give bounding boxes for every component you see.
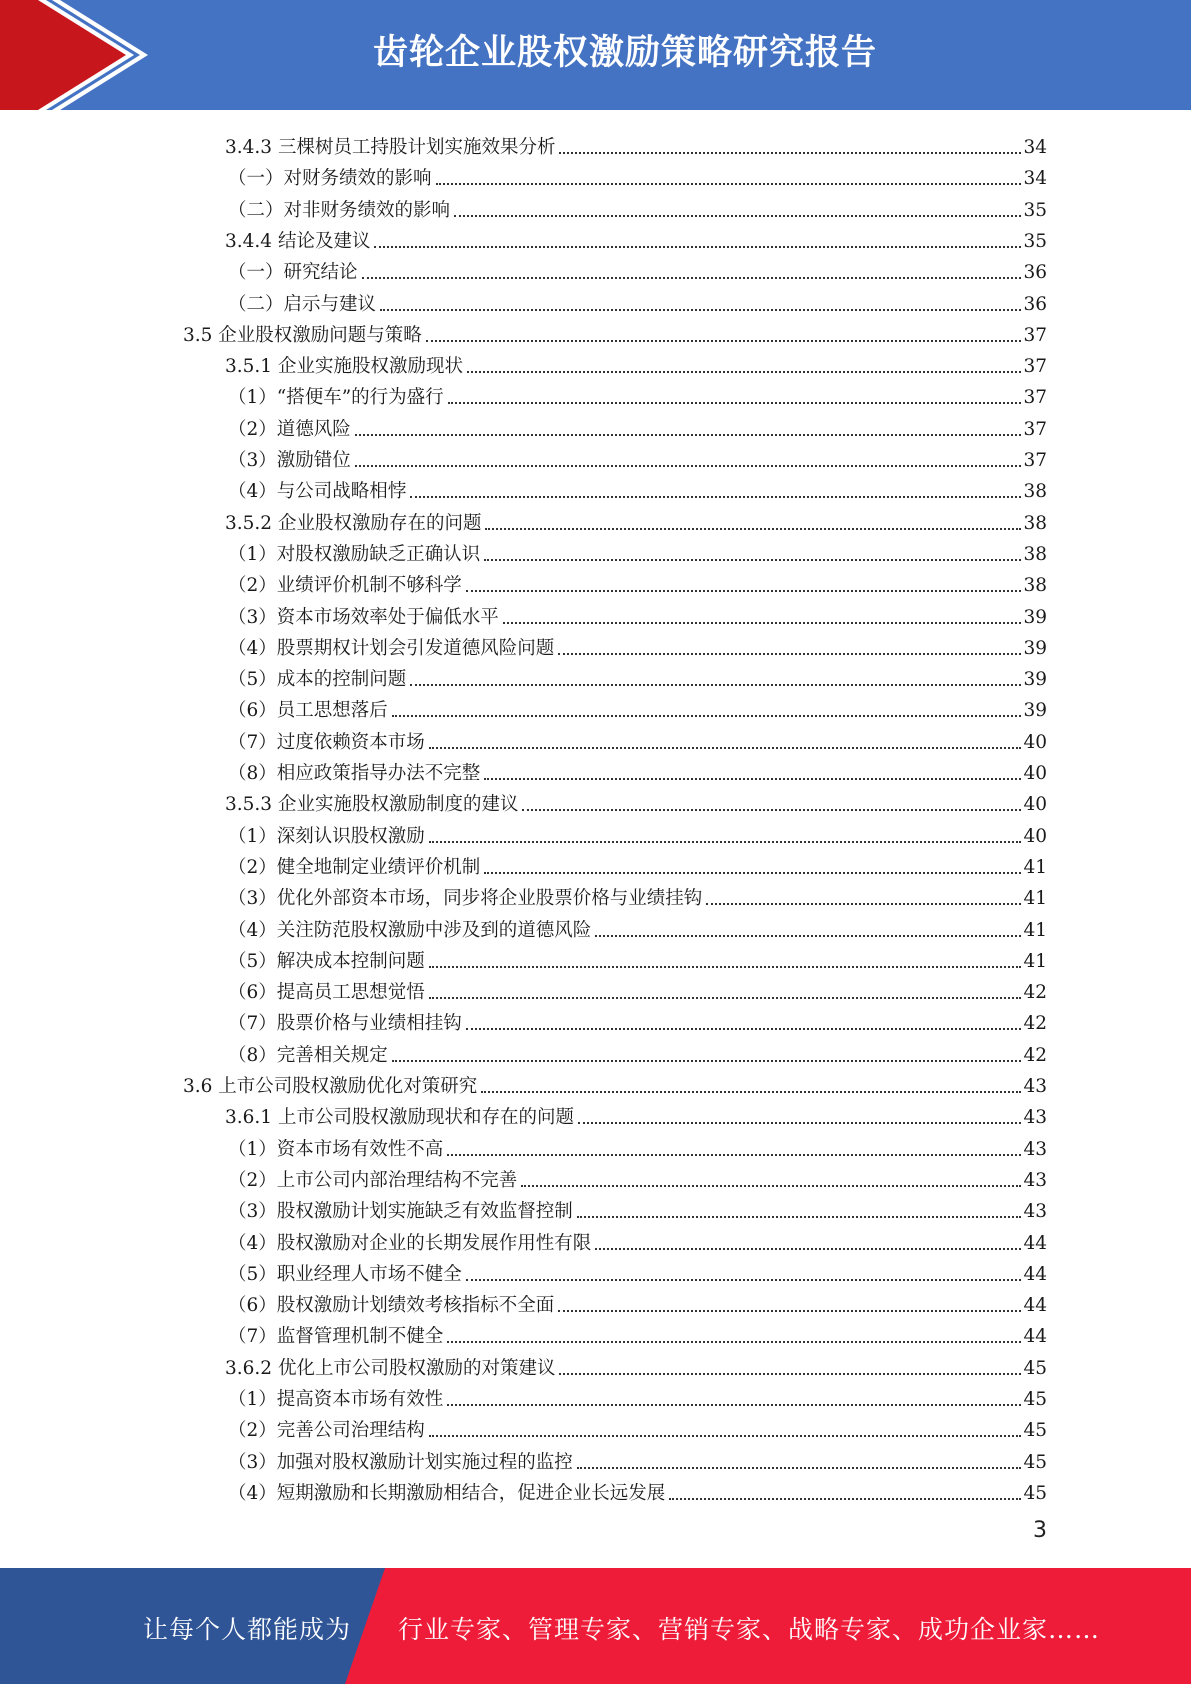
toc-entry-title: （一）对财务绩效的影响 [228, 168, 432, 190]
toc-dot-leader [522, 809, 1021, 811]
toc-entry[interactable] [228, 410, 1047, 441]
toc-entry-title: （5）成本的控制问题 [228, 669, 407, 691]
toc-entry-page: 42 [1023, 982, 1047, 1004]
toc-entry-title: 3.4.4 结论及建议 [225, 230, 371, 252]
toc-entry-page: 34 [1023, 168, 1047, 190]
toc-entry-page: 36 [1023, 262, 1047, 284]
toc-entry-title: （2）完善公司治理结构 [228, 1420, 425, 1442]
toc-entry-title: （6）股权激励计划绩效考核指标不全面 [228, 1295, 555, 1317]
toc-entry-title: （2）健全地制定业绩评价机制 [228, 856, 481, 878]
toc-entry-title: （4）股票期权计划会引发道德风险问题 [228, 637, 555, 659]
toc-dot-leader [447, 1404, 1021, 1406]
toc-entry[interactable] [228, 253, 1047, 284]
toc-entry-page: 45 [1023, 1357, 1047, 1379]
toc-entry-page: 38 [1023, 543, 1047, 565]
document-title: 齿轮企业股权激励策略研究报告 [372, 33, 877, 73]
toc-entry[interactable] [225, 347, 1047, 378]
toc-entry-title: （二）启示与建议 [228, 293, 377, 315]
toc-entry[interactable] [225, 128, 1047, 159]
toc-entry-page: 37 [1023, 387, 1047, 409]
toc-dot-leader [410, 496, 1021, 498]
toc-entry[interactable] [228, 1255, 1047, 1286]
toc-entry[interactable] [228, 691, 1047, 722]
toc-dot-leader [429, 1435, 1022, 1437]
toc-entry-title: （7）监督管理机制不健全 [228, 1326, 444, 1348]
toc-dot-leader [380, 309, 1021, 311]
toc-entry-title: （3）股权激励计划实施缺乏有效监督控制 [228, 1201, 573, 1223]
toc-entry-page: 37 [1023, 356, 1047, 378]
toc-entry-title: （2）业绩评价机制不够科学 [228, 575, 462, 597]
toc-entry-page: 41 [1023, 888, 1047, 910]
toc-dot-leader [558, 1310, 1021, 1312]
toc-dot-leader [447, 1154, 1021, 1156]
toc-entry-title: （4）与公司战略相悖 [228, 481, 407, 503]
toc-dot-leader [355, 434, 1022, 436]
toc-dot-leader [481, 1091, 1021, 1093]
toc-dot-leader [429, 997, 1022, 999]
toc-entry[interactable] [228, 378, 1047, 409]
toc-entry[interactable] [228, 472, 1047, 503]
toc-dot-leader [484, 872, 1021, 874]
toc-dot-leader [466, 590, 1022, 592]
toc-entry-title: 3.5.2 企业股权激励存在的问题 [225, 512, 482, 534]
toc-entry-title: （一）研究结论 [228, 262, 358, 284]
toc-entry[interactable] [228, 1474, 1047, 1505]
toc-dot-leader [374, 246, 1021, 248]
toc-entry-title: 3.6.1 上市公司股权激励现状和存在的问题 [225, 1107, 574, 1129]
toc-entry[interactable] [228, 1036, 1047, 1067]
toc-entry-title: （2）道德风险 [228, 418, 351, 440]
toc-entry[interactable] [225, 1098, 1047, 1129]
toc-entry-page: 37 [1023, 324, 1047, 346]
toc-dot-leader [577, 1216, 1022, 1218]
toc-entry-title: （2）上市公司内部治理结构不完善 [228, 1169, 518, 1191]
toc-dot-leader [466, 1279, 1022, 1281]
toc-entry-title: 3.6.2 优化上市公司股权激励的对策建议 [225, 1357, 556, 1379]
toc-entry[interactable] [228, 911, 1047, 942]
page-footer [0, 1568, 1191, 1684]
toc-entry[interactable] [228, 660, 1047, 691]
page-header [0, 0, 1191, 110]
toc-entry-title: 3.6 上市公司股权激励优化对策研究 [183, 1076, 478, 1097]
toc-dot-leader [466, 1028, 1022, 1030]
toc-entry-page: 39 [1023, 669, 1047, 691]
toc-dot-leader [426, 340, 1022, 342]
toc-entry-title: （3）加强对股权激励计划实施过程的监控 [228, 1451, 573, 1473]
toc-entry[interactable] [228, 817, 1047, 848]
toc-entry[interactable] [225, 785, 1047, 816]
toc-entry-title: （6）提高员工思想觉悟 [228, 982, 425, 1004]
toc-entry-title: （5）职业经理人市场不健全 [228, 1263, 462, 1285]
toc-entry-page: 40 [1023, 825, 1047, 847]
toc-entry[interactable] [228, 723, 1047, 754]
toc-entry-title: （7）股票价格与业绩相挂钩 [228, 1013, 462, 1035]
toc-entry[interactable] [228, 535, 1047, 566]
toc-entry-page: 35 [1023, 199, 1047, 221]
toc-entry-title: （8）完善相关规定 [228, 1044, 388, 1066]
toc-entry-title: （8）相应政策指导办法不完整 [228, 763, 481, 784]
toc-dot-leader [595, 1248, 1021, 1250]
toc-entry-page: 45 [1023, 1389, 1047, 1410]
toc-entry-page: 38 [1023, 512, 1047, 534]
toc-entry[interactable] [228, 879, 1047, 910]
toc-entry[interactable] [228, 1161, 1047, 1192]
toc-entry[interactable] [228, 566, 1047, 597]
toc-entry-title: （3）激励错位 [228, 450, 351, 471]
toc-dot-leader [436, 183, 1022, 185]
toc-entry-page: 41 [1023, 950, 1047, 972]
page-number: 3 [1033, 1518, 1047, 1543]
toc-dot-leader [559, 1373, 1021, 1375]
toc-dot-leader [448, 402, 1022, 404]
toc-entry[interactable] [225, 1349, 1047, 1380]
toc-entry-page: 37 [1023, 450, 1047, 471]
toc-entry[interactable] [228, 848, 1047, 879]
toc-entry-page: 43 [1023, 1076, 1047, 1097]
footer-slogan-left: 让每个人都能成为 [143, 1615, 352, 1644]
toc-dot-leader [429, 841, 1022, 843]
toc-entry-page: 37 [1023, 418, 1047, 440]
toc-entry-page: 41 [1023, 919, 1047, 941]
toc-dot-leader [467, 371, 1021, 373]
toc-entry-page: 35 [1023, 230, 1047, 252]
toc-entry-title: （1）深刻认识股权激励 [228, 825, 425, 847]
toc-entry-title: （1）对股权激励缺乏正确认识 [228, 543, 481, 565]
toc-dot-leader [429, 966, 1022, 968]
toc-entry[interactable] [228, 754, 1047, 785]
toc-dot-leader [669, 1498, 1021, 1500]
toc-entry[interactable] [183, 316, 1047, 347]
toc-entry-page: 41 [1023, 856, 1047, 878]
toc-entry-title: 3.4.3 三棵树员工持股计划实施效果分析 [225, 137, 556, 158]
toc-dot-leader [355, 465, 1022, 467]
toc-entry-page: 45 [1023, 1482, 1047, 1504]
toc-entry-page: 43 [1023, 1201, 1047, 1223]
toc-entry-page: 42 [1023, 1044, 1047, 1066]
toc-entry-page: 42 [1023, 1013, 1047, 1035]
toc-entry[interactable] [228, 159, 1047, 190]
toc-entry-page: 45 [1023, 1451, 1047, 1473]
toc-entry-page: 43 [1023, 1169, 1047, 1191]
toc-entry[interactable] [228, 629, 1047, 660]
toc-entry-page: 44 [1023, 1232, 1047, 1254]
toc-entry[interactable] [228, 598, 1047, 629]
toc-entry-page: 38 [1023, 575, 1047, 597]
toc-entry[interactable] [228, 1443, 1047, 1474]
toc-dot-leader [447, 1341, 1021, 1343]
toc-dot-leader [577, 1467, 1022, 1469]
toc-dot-leader [503, 622, 1022, 624]
toc-dot-leader [521, 1185, 1021, 1187]
toc-entry-page: 44 [1023, 1295, 1047, 1317]
toc-dot-leader [429, 747, 1022, 749]
toc-dot-leader [392, 1060, 1022, 1062]
toc-dot-leader [484, 778, 1021, 780]
toc-entry[interactable] [225, 504, 1047, 535]
toc-entry[interactable] [228, 1192, 1047, 1223]
toc-dot-leader [362, 277, 1022, 279]
toc-dot-leader [454, 215, 1021, 217]
toc-entry-page: 38 [1023, 481, 1047, 503]
toc-entry-title: 3.5.1 企业实施股权激励现状 [225, 356, 463, 378]
toc-entry-page: 39 [1023, 637, 1047, 659]
toc-dot-leader [559, 152, 1021, 154]
toc-dot-leader [392, 715, 1022, 717]
toc-entry-page: 36 [1023, 293, 1047, 315]
toc-entry[interactable] [228, 1317, 1047, 1348]
toc-entry[interactable] [228, 1286, 1047, 1317]
toc-entry-title: （3）优化外部资本市场，同步将企业股票价格与业绩挂钩 [228, 888, 703, 910]
toc-entry-page: 39 [1023, 700, 1047, 722]
toc-entry-title: （6）员工思想落后 [228, 700, 388, 722]
toc-entry[interactable] [228, 1004, 1047, 1035]
toc-entry-page: 40 [1023, 731, 1047, 753]
toc-entry-title: （7）过度依赖资本市场 [228, 731, 425, 753]
toc-entry-page: 44 [1023, 1326, 1047, 1348]
toc-entry[interactable] [228, 973, 1047, 1004]
toc-entry-page: 45 [1023, 1420, 1047, 1442]
toc-entry[interactable] [228, 1130, 1047, 1161]
toc-dot-leader [558, 653, 1021, 655]
toc-entry-title: （二）对非财务绩效的影响 [228, 199, 451, 221]
footer-slogan-right: 行业专家、管理专家、营销专家、战略专家、成功企业家…… [398, 1615, 1101, 1644]
toc-entry-title: （4）关注防范股权激励中涉及到的道德风险 [228, 919, 592, 941]
toc-dot-leader [706, 903, 1021, 905]
toc-entry-page: 39 [1023, 606, 1047, 628]
toc-entry-page: 43 [1023, 1107, 1047, 1129]
toc-dot-leader [485, 528, 1021, 530]
toc-entry-title: 3.5 企业股权激励问题与策略 [183, 324, 422, 346]
toc-entry[interactable] [183, 1067, 1047, 1098]
toc-entry-title: （4）短期激励和长期激励相结合，促进企业长远发展 [228, 1482, 666, 1504]
toc-dot-leader [484, 559, 1021, 561]
toc-entry[interactable] [228, 285, 1047, 316]
toc-dot-leader [578, 1122, 1021, 1124]
toc-entry-page: 40 [1023, 763, 1047, 784]
toc-entry[interactable] [228, 1224, 1047, 1255]
toc-entry[interactable] [228, 441, 1047, 472]
toc-entry-title: （1）提高资本市场有效性 [228, 1389, 444, 1410]
toc-entry-title: （3）资本市场效率处于偏低水平 [228, 606, 499, 628]
toc-entry-page: 34 [1023, 137, 1047, 158]
toc-dot-leader [410, 684, 1021, 686]
toc-entry[interactable] [228, 1380, 1047, 1411]
toc-entry[interactable] [228, 191, 1047, 222]
toc-entry[interactable] [225, 222, 1047, 253]
toc-entry-title: （4）股权激励对企业的长期发展作用性有限 [228, 1232, 592, 1254]
toc-entry-title: （1）“搭便车”的行为盛行 [228, 387, 444, 409]
toc-entry-title: （1）资本市场有效性不高 [228, 1138, 444, 1160]
toc-entry-title: （5）解决成本控制问题 [228, 950, 425, 972]
toc-entry-title: 3.5.3 企业实施股权激励制度的建议 [225, 794, 519, 816]
toc-entry[interactable] [228, 942, 1047, 973]
toc-entry[interactable] [228, 1411, 1047, 1442]
toc-entry-page: 40 [1023, 794, 1047, 816]
toc-entry-page: 44 [1023, 1263, 1047, 1285]
toc-entry-page: 43 [1023, 1138, 1047, 1160]
toc-dot-leader [595, 935, 1021, 937]
